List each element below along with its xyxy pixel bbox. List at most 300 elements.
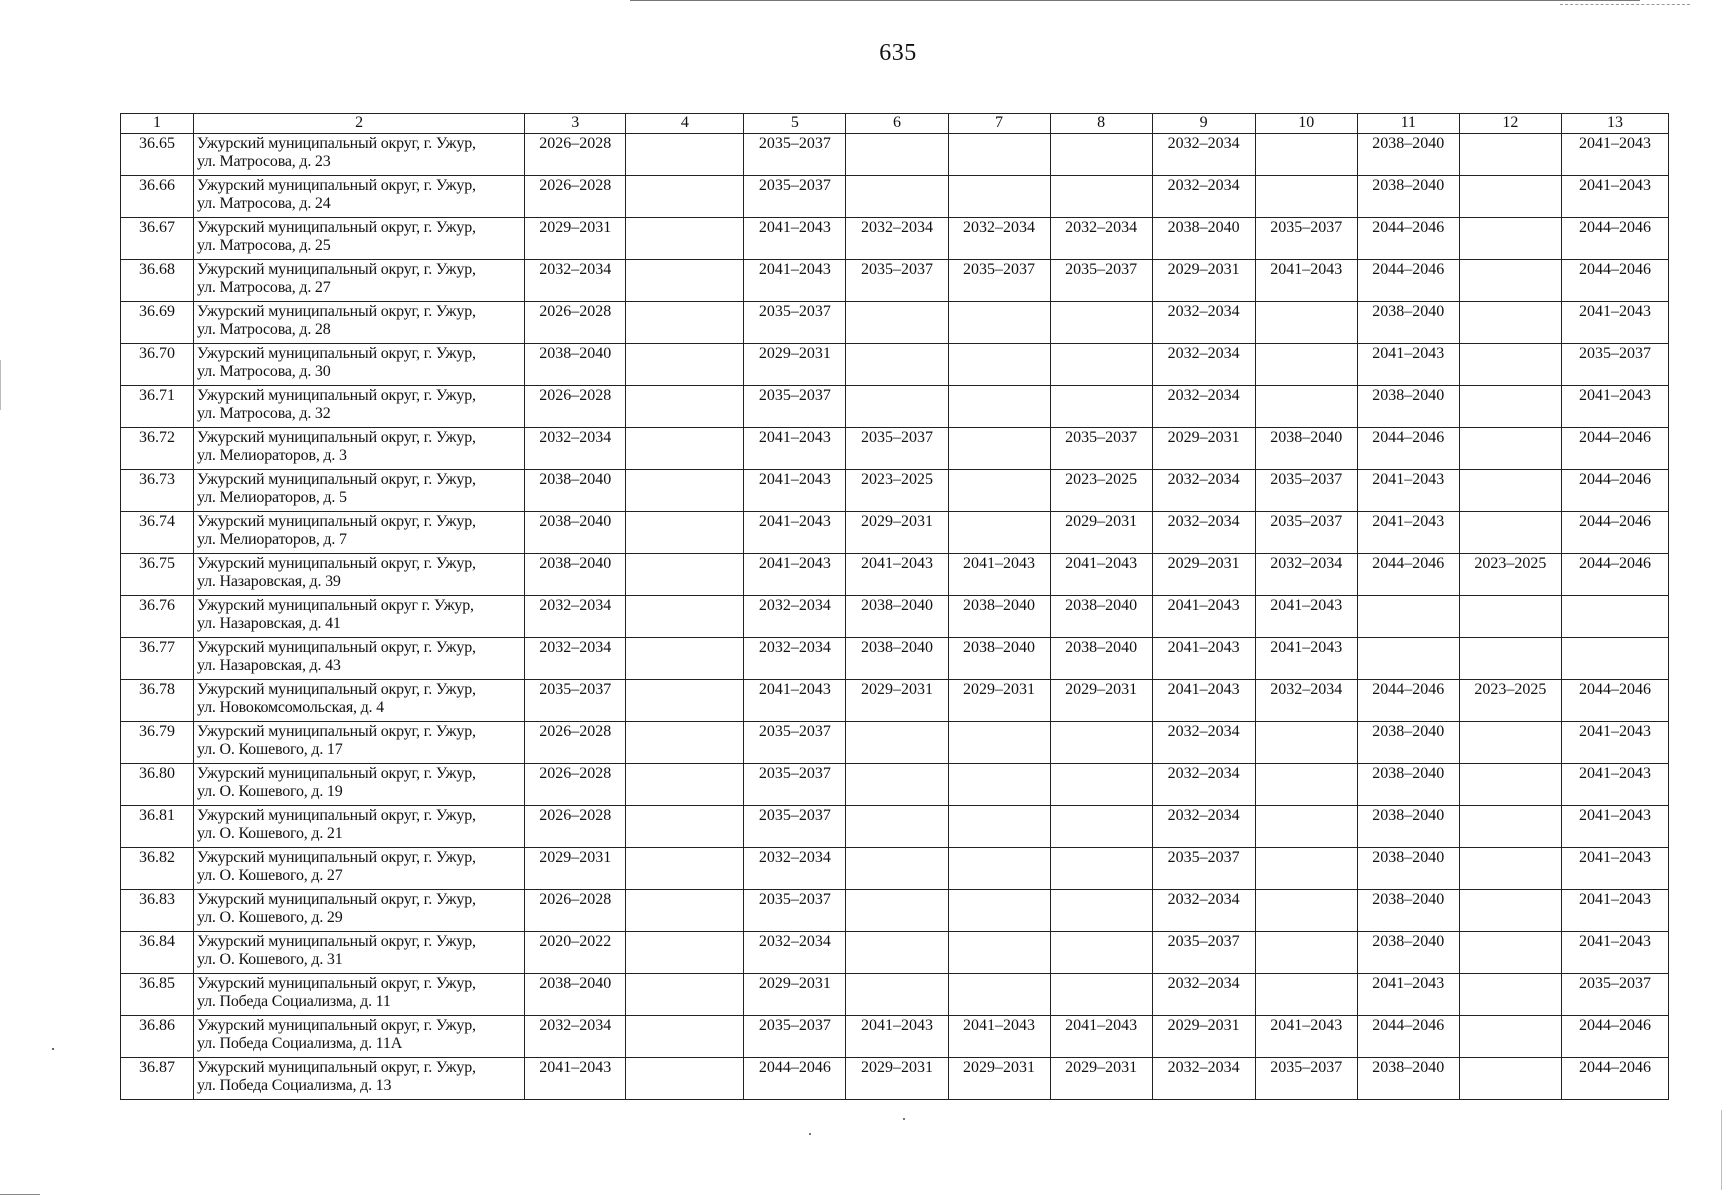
address-cell <box>194 890 525 932</box>
period-cell-col13: 2041–2043 <box>1561 890 1668 932</box>
period-cell-col10 <box>1255 932 1357 974</box>
address-cell <box>194 722 525 764</box>
period-cell-col4 <box>626 722 744 764</box>
period-cell-col13: 2044–2046 <box>1561 512 1668 554</box>
period-cell-col10 <box>1255 806 1357 848</box>
period-cell-col11: 2044–2046 <box>1357 428 1459 470</box>
period-cell-col10 <box>1255 176 1357 218</box>
period-cell-col13: 2041–2043 <box>1561 848 1668 890</box>
period-cell-col4 <box>626 134 744 176</box>
period-cell-col12 <box>1459 764 1561 806</box>
period-cell-col7: 2038–2040 <box>948 596 1050 638</box>
period-cell-col7: 2029–2031 <box>948 1058 1050 1100</box>
period-cell-col6: 2023–2025 <box>846 470 948 512</box>
period-cell-col10: 2041–2043 <box>1255 638 1357 680</box>
period-cell-col13: 2044–2046 <box>1561 218 1668 260</box>
address-cell <box>194 848 525 890</box>
period-cell-col12 <box>1459 1016 1561 1058</box>
period-cell-col4 <box>626 974 744 1016</box>
period-cell-col11: 2038–2040 <box>1357 176 1459 218</box>
period-cell-col8: 2029–2031 <box>1050 680 1152 722</box>
address-street: ул. О. Кошевого, д. 27 <box>197 866 343 884</box>
period-cell-col12: 2023–2025 <box>1459 554 1561 596</box>
period-cell-col5: 2035–2037 <box>744 764 846 806</box>
row-number: 36.65 <box>121 134 194 176</box>
period-cell-col6 <box>846 302 948 344</box>
address-street: ул. Матросова, д. 30 <box>197 362 331 380</box>
address-cell <box>194 470 525 512</box>
column-header-6: 6 <box>846 114 948 134</box>
period-cell-col10 <box>1255 386 1357 428</box>
period-cell-col10 <box>1255 344 1357 386</box>
period-cell-col5: 2035–2037 <box>744 890 846 932</box>
address-cell <box>194 512 525 554</box>
period-cell-col12 <box>1459 512 1561 554</box>
column-header-10: 10 <box>1255 114 1357 134</box>
period-cell-col7: 2032–2034 <box>948 218 1050 260</box>
period-cell-col12 <box>1459 596 1561 638</box>
address-district: Ужурский муниципальный округ, г. Ужур, <box>197 1059 476 1076</box>
period-cell-col11: 2044–2046 <box>1357 260 1459 302</box>
period-cell-col6 <box>846 890 948 932</box>
period-cell-col9: 2032–2034 <box>1152 1058 1255 1100</box>
row-number: 36.66 <box>121 176 194 218</box>
period-cell-col8: 2029–2031 <box>1050 1058 1152 1100</box>
period-cell-col6: 2029–2031 <box>846 680 948 722</box>
period-cell-col11: 2038–2040 <box>1357 722 1459 764</box>
table-row <box>121 638 1669 680</box>
period-cell-col3: 2032–2034 <box>525 428 626 470</box>
period-cell-col6 <box>846 722 948 764</box>
period-cell-col4 <box>626 470 744 512</box>
period-cell-col5: 2041–2043 <box>744 470 846 512</box>
period-cell-col13 <box>1561 596 1668 638</box>
address-street: ул. Мелиораторов, д. 3 <box>197 446 347 464</box>
period-cell-col6 <box>846 932 948 974</box>
period-cell-col10: 2035–2037 <box>1255 218 1357 260</box>
period-cell-col10: 2041–2043 <box>1255 260 1357 302</box>
period-cell-col3: 2026–2028 <box>525 722 626 764</box>
row-number: 36.83 <box>121 890 194 932</box>
column-header-13: 13 <box>1561 114 1668 134</box>
period-cell-col7 <box>948 386 1050 428</box>
period-cell-col4 <box>626 638 744 680</box>
address-cell <box>194 176 525 218</box>
period-cell-col5: 2029–2031 <box>744 344 846 386</box>
period-cell-col9: 2035–2037 <box>1152 932 1255 974</box>
table-row <box>121 218 1669 260</box>
period-cell-col7 <box>948 176 1050 218</box>
period-cell-col8 <box>1050 932 1152 974</box>
period-cell-col9: 2032–2034 <box>1152 890 1255 932</box>
period-cell-col6 <box>846 344 948 386</box>
period-cell-col8: 2029–2031 <box>1050 512 1152 554</box>
period-cell-col7 <box>948 512 1050 554</box>
period-cell-col11 <box>1357 596 1459 638</box>
period-cell-col11: 2038–2040 <box>1357 386 1459 428</box>
period-cell-col10: 2035–2037 <box>1255 470 1357 512</box>
period-cell-col3: 2038–2040 <box>525 344 626 386</box>
row-number: 36.79 <box>121 722 194 764</box>
period-cell-col7 <box>948 974 1050 1016</box>
column-header-8: 8 <box>1050 114 1152 134</box>
address-district: Ужурский муниципальный округ, г. Ужур, <box>197 429 476 446</box>
table-row <box>121 344 1669 386</box>
period-cell-col12: 2023–2025 <box>1459 680 1561 722</box>
period-cell-col7: 2038–2040 <box>948 638 1050 680</box>
period-cell-col3: 2038–2040 <box>525 470 626 512</box>
period-cell-col13: 2044–2046 <box>1561 260 1668 302</box>
period-cell-col9: 2029–2031 <box>1152 428 1255 470</box>
period-cell-col10 <box>1255 302 1357 344</box>
period-cell-col11: 2038–2040 <box>1357 806 1459 848</box>
address-street: ул. О. Кошевого, д. 31 <box>197 950 343 968</box>
row-number: 36.85 <box>121 974 194 1016</box>
column-header-3: 3 <box>525 114 626 134</box>
period-cell-col13: 2044–2046 <box>1561 1016 1668 1058</box>
table-row <box>121 806 1669 848</box>
row-number: 36.72 <box>121 428 194 470</box>
table-row <box>121 848 1669 890</box>
period-cell-col12 <box>1459 260 1561 302</box>
period-cell-col9: 2032–2034 <box>1152 806 1255 848</box>
period-cell-col5: 2035–2037 <box>744 806 846 848</box>
period-cell-col3: 2026–2028 <box>525 890 626 932</box>
row-number: 36.73 <box>121 470 194 512</box>
period-cell-col11: 2041–2043 <box>1357 512 1459 554</box>
period-cell-col10: 2041–2043 <box>1255 596 1357 638</box>
period-cell-col11: 2044–2046 <box>1357 554 1459 596</box>
row-number: 36.80 <box>121 764 194 806</box>
address-street: ул. Матросова, д. 25 <box>197 236 331 254</box>
table-row <box>121 932 1669 974</box>
address-cell <box>194 344 525 386</box>
period-cell-col4 <box>626 554 744 596</box>
address-district: Ужурский муниципальный округ, г. Ужур, <box>197 681 476 698</box>
period-cell-col3: 2041–2043 <box>525 1058 626 1100</box>
period-cell-col13: 2044–2046 <box>1561 428 1668 470</box>
address-cell <box>194 218 525 260</box>
period-cell-col4 <box>626 344 744 386</box>
address-district: Ужурский муниципальный округ, г. Ужур, <box>197 975 476 992</box>
row-number: 36.71 <box>121 386 194 428</box>
address-district: Ужурский муниципальный округ, г. Ужур, <box>197 849 476 866</box>
period-cell-col5: 2032–2034 <box>744 932 846 974</box>
address-street: ул. Победа Социализма, д. 11А <box>197 1034 403 1052</box>
address-cell <box>194 974 525 1016</box>
period-cell-col3: 2026–2028 <box>525 176 626 218</box>
period-cell-col12 <box>1459 428 1561 470</box>
row-number: 36.77 <box>121 638 194 680</box>
table-row <box>121 176 1669 218</box>
period-cell-col6: 2041–2043 <box>846 554 948 596</box>
period-cell-col4 <box>626 680 744 722</box>
table-row <box>121 554 1669 596</box>
period-cell-col12 <box>1459 470 1561 512</box>
period-cell-col7 <box>948 764 1050 806</box>
period-cell-col12 <box>1459 218 1561 260</box>
period-cell-col9: 2032–2034 <box>1152 974 1255 1016</box>
period-cell-col8 <box>1050 848 1152 890</box>
period-cell-col10: 2035–2037 <box>1255 1058 1357 1100</box>
period-cell-col9: 2032–2034 <box>1152 302 1255 344</box>
column-header-5: 5 <box>744 114 846 134</box>
period-cell-col3: 2029–2031 <box>525 848 626 890</box>
period-cell-col12 <box>1459 134 1561 176</box>
period-cell-col5: 2035–2037 <box>744 1016 846 1058</box>
period-cell-col4 <box>626 764 744 806</box>
address-street: ул. Победа Социализма, д. 13 <box>197 1076 392 1094</box>
period-cell-col3: 2026–2028 <box>525 764 626 806</box>
period-cell-col5: 2041–2043 <box>744 512 846 554</box>
period-cell-col13: 2044–2046 <box>1561 470 1668 512</box>
period-cell-col6: 2035–2037 <box>846 260 948 302</box>
period-cell-col12 <box>1459 932 1561 974</box>
period-cell-col8 <box>1050 974 1152 1016</box>
row-number: 36.67 <box>121 218 194 260</box>
period-cell-col13: 2041–2043 <box>1561 386 1668 428</box>
table-row <box>121 428 1669 470</box>
top-dashed-rule <box>1560 4 1690 5</box>
period-cell-col12 <box>1459 848 1561 890</box>
period-cell-col3: 2032–2034 <box>525 596 626 638</box>
period-cell-col11: 2038–2040 <box>1357 764 1459 806</box>
column-header-11: 11 <box>1357 114 1459 134</box>
row-number: 36.76 <box>121 596 194 638</box>
address-cell <box>194 302 525 344</box>
period-cell-col7 <box>948 134 1050 176</box>
period-cell-col4 <box>626 218 744 260</box>
address-district: Ужурский муниципальный округ, г. Ужур, <box>197 303 476 320</box>
period-cell-col11: 2038–2040 <box>1357 302 1459 344</box>
address-cell <box>194 638 525 680</box>
period-cell-col9: 2029–2031 <box>1152 260 1255 302</box>
period-cell-col3: 2026–2028 <box>525 806 626 848</box>
address-street: ул. Мелиораторов, д. 5 <box>197 488 347 506</box>
period-cell-col10 <box>1255 764 1357 806</box>
period-cell-col3: 2026–2028 <box>525 134 626 176</box>
scan-speck <box>52 1048 54 1050</box>
period-cell-col6: 2029–2031 <box>846 1058 948 1100</box>
table-row <box>121 890 1669 932</box>
period-cell-col6 <box>846 764 948 806</box>
table-row <box>121 512 1669 554</box>
period-cell-col10: 2032–2034 <box>1255 554 1357 596</box>
period-cell-col8 <box>1050 764 1152 806</box>
schedule-table <box>120 113 1669 1100</box>
address-district: Ужурский муниципальный округ, г. Ужур, <box>197 219 476 236</box>
period-cell-col10 <box>1255 974 1357 1016</box>
period-cell-col3: 2035–2037 <box>525 680 626 722</box>
row-number: 36.87 <box>121 1058 194 1100</box>
address-cell <box>194 554 525 596</box>
table-row <box>121 764 1669 806</box>
period-cell-col13 <box>1561 638 1668 680</box>
period-cell-col10: 2035–2037 <box>1255 512 1357 554</box>
period-cell-col3: 2026–2028 <box>525 302 626 344</box>
table-row <box>121 134 1669 176</box>
address-street: ул. Матросова, д. 23 <box>197 152 331 170</box>
period-cell-col11: 2038–2040 <box>1357 1058 1459 1100</box>
period-cell-col8: 2038–2040 <box>1050 638 1152 680</box>
address-district: Ужурский муниципальный округ, г. Ужур, <box>197 639 476 656</box>
page-number: 635 <box>879 40 917 66</box>
period-cell-col4 <box>626 806 744 848</box>
period-cell-col5: 2035–2037 <box>744 302 846 344</box>
period-cell-col9: 2041–2043 <box>1152 680 1255 722</box>
period-cell-col4 <box>626 260 744 302</box>
column-header-9: 9 <box>1152 114 1255 134</box>
period-cell-col4 <box>626 512 744 554</box>
period-cell-col9: 2032–2034 <box>1152 764 1255 806</box>
address-district: Ужурский муниципальный округ, г. Ужур, <box>197 345 476 362</box>
period-cell-col6 <box>846 176 948 218</box>
period-cell-col6: 2029–2031 <box>846 512 948 554</box>
column-header-1: 1 <box>121 114 194 134</box>
period-cell-col4 <box>626 386 744 428</box>
period-cell-col8: 2035–2037 <box>1050 428 1152 470</box>
period-cell-col7 <box>948 890 1050 932</box>
period-cell-col12 <box>1459 974 1561 1016</box>
address-cell <box>194 680 525 722</box>
period-cell-col6 <box>846 806 948 848</box>
column-header-7: 7 <box>948 114 1050 134</box>
period-cell-col5: 2041–2043 <box>744 428 846 470</box>
period-cell-col6: 2032–2034 <box>846 218 948 260</box>
address-district: Ужурский муниципальный округ, г. Ужур, <box>197 387 476 404</box>
period-cell-col12 <box>1459 806 1561 848</box>
period-cell-col5: 2041–2043 <box>744 554 846 596</box>
period-cell-col4 <box>626 932 744 974</box>
period-cell-col7 <box>948 806 1050 848</box>
period-cell-col6 <box>846 848 948 890</box>
period-cell-col12 <box>1459 638 1561 680</box>
row-number: 36.69 <box>121 302 194 344</box>
period-cell-col9: 2032–2034 <box>1152 722 1255 764</box>
period-cell-col12 <box>1459 890 1561 932</box>
period-cell-col11: 2038–2040 <box>1357 134 1459 176</box>
period-cell-col4 <box>626 848 744 890</box>
address-cell <box>194 260 525 302</box>
scan-speck <box>903 1118 905 1120</box>
period-cell-col8: 2038–2040 <box>1050 596 1152 638</box>
period-cell-col9: 2032–2034 <box>1152 176 1255 218</box>
period-cell-col3: 2029–2031 <box>525 218 626 260</box>
period-cell-col5: 2032–2034 <box>744 848 846 890</box>
row-number: 36.75 <box>121 554 194 596</box>
period-cell-col4 <box>626 176 744 218</box>
period-cell-col11 <box>1357 638 1459 680</box>
address-district: Ужурский муниципальный округ, г. Ужур, <box>197 135 476 152</box>
address-district: Ужурский муниципальный округ, г. Ужур, <box>197 807 476 824</box>
period-cell-col5: 2035–2037 <box>744 134 846 176</box>
period-cell-col8: 2041–2043 <box>1050 1016 1152 1058</box>
address-district: Ужурский муниципальный округ, г. Ужур, <box>197 513 476 530</box>
period-cell-col10 <box>1255 134 1357 176</box>
table-row <box>121 1058 1669 1100</box>
address-street: ул. Назаровская, д. 41 <box>197 614 341 632</box>
row-number: 36.68 <box>121 260 194 302</box>
period-cell-col6 <box>846 386 948 428</box>
period-cell-col5: 2041–2043 <box>744 680 846 722</box>
period-cell-col10 <box>1255 722 1357 764</box>
address-cell <box>194 932 525 974</box>
period-cell-col9: 2032–2034 <box>1152 512 1255 554</box>
address-street: ул. Новокомсомольская, д. 4 <box>197 698 384 716</box>
address-street: ул. Победа Социализма, д. 11 <box>197 992 391 1010</box>
period-cell-col3: 2032–2034 <box>525 638 626 680</box>
table-row <box>121 680 1669 722</box>
period-cell-col10: 2032–2034 <box>1255 680 1357 722</box>
address-street: ул. О. Кошевого, д. 21 <box>197 824 343 842</box>
period-cell-col10 <box>1255 848 1357 890</box>
period-cell-col3: 2038–2040 <box>525 554 626 596</box>
period-cell-col8: 2041–2043 <box>1050 554 1152 596</box>
period-cell-col8 <box>1050 134 1152 176</box>
period-cell-col5: 2035–2037 <box>744 176 846 218</box>
period-cell-col12 <box>1459 302 1561 344</box>
period-cell-col7: 2041–2043 <box>948 554 1050 596</box>
address-cell <box>194 134 525 176</box>
period-cell-col8: 2032–2034 <box>1050 218 1152 260</box>
period-cell-col7 <box>948 722 1050 764</box>
period-cell-col9: 2032–2034 <box>1152 344 1255 386</box>
row-number: 36.86 <box>121 1016 194 1058</box>
row-number: 36.70 <box>121 344 194 386</box>
period-cell-col8: 2023–2025 <box>1050 470 1152 512</box>
period-cell-col7 <box>948 344 1050 386</box>
row-number: 36.84 <box>121 932 194 974</box>
period-cell-col7: 2041–2043 <box>948 1016 1050 1058</box>
period-cell-col4 <box>626 1058 744 1100</box>
table-row <box>121 470 1669 512</box>
address-district: Ужурский муниципальный округ, г. Ужур, <box>197 1017 476 1034</box>
period-cell-col9: 2032–2034 <box>1152 386 1255 428</box>
address-street: ул. О. Кошевого, д. 29 <box>197 908 343 926</box>
period-cell-col3: 2026–2028 <box>525 386 626 428</box>
period-cell-col7 <box>948 302 1050 344</box>
table-row <box>121 596 1669 638</box>
period-cell-col5: 2029–2031 <box>744 974 846 1016</box>
period-cell-col9: 2035–2037 <box>1152 848 1255 890</box>
period-cell-col12 <box>1459 344 1561 386</box>
period-cell-col11: 2038–2040 <box>1357 890 1459 932</box>
period-cell-col8 <box>1050 890 1152 932</box>
header-row <box>121 114 1669 134</box>
period-cell-col10 <box>1255 890 1357 932</box>
period-cell-col8 <box>1050 722 1152 764</box>
address-street: ул. Мелиораторов, д. 7 <box>197 530 347 548</box>
address-street: ул. О. Кошевого, д. 19 <box>197 782 343 800</box>
period-cell-col8 <box>1050 386 1152 428</box>
period-cell-col5: 2032–2034 <box>744 638 846 680</box>
period-cell-col4 <box>626 596 744 638</box>
period-cell-col5: 2035–2037 <box>744 722 846 764</box>
period-cell-col5: 2035–2037 <box>744 386 846 428</box>
address-cell <box>194 806 525 848</box>
table-row <box>121 260 1669 302</box>
period-cell-col3: 2020–2022 <box>525 932 626 974</box>
period-cell-col6 <box>846 974 948 1016</box>
address-district: Ужурский муниципальный округ, г. Ужур, <box>197 765 476 782</box>
period-cell-col7: 2029–2031 <box>948 680 1050 722</box>
row-number: 36.78 <box>121 680 194 722</box>
period-cell-col4 <box>626 1016 744 1058</box>
period-cell-col5: 2041–2043 <box>744 218 846 260</box>
period-cell-col13: 2044–2046 <box>1561 680 1668 722</box>
address-street: ул. О. Кошевого, д. 17 <box>197 740 343 758</box>
period-cell-col13: 2035–2037 <box>1561 344 1668 386</box>
